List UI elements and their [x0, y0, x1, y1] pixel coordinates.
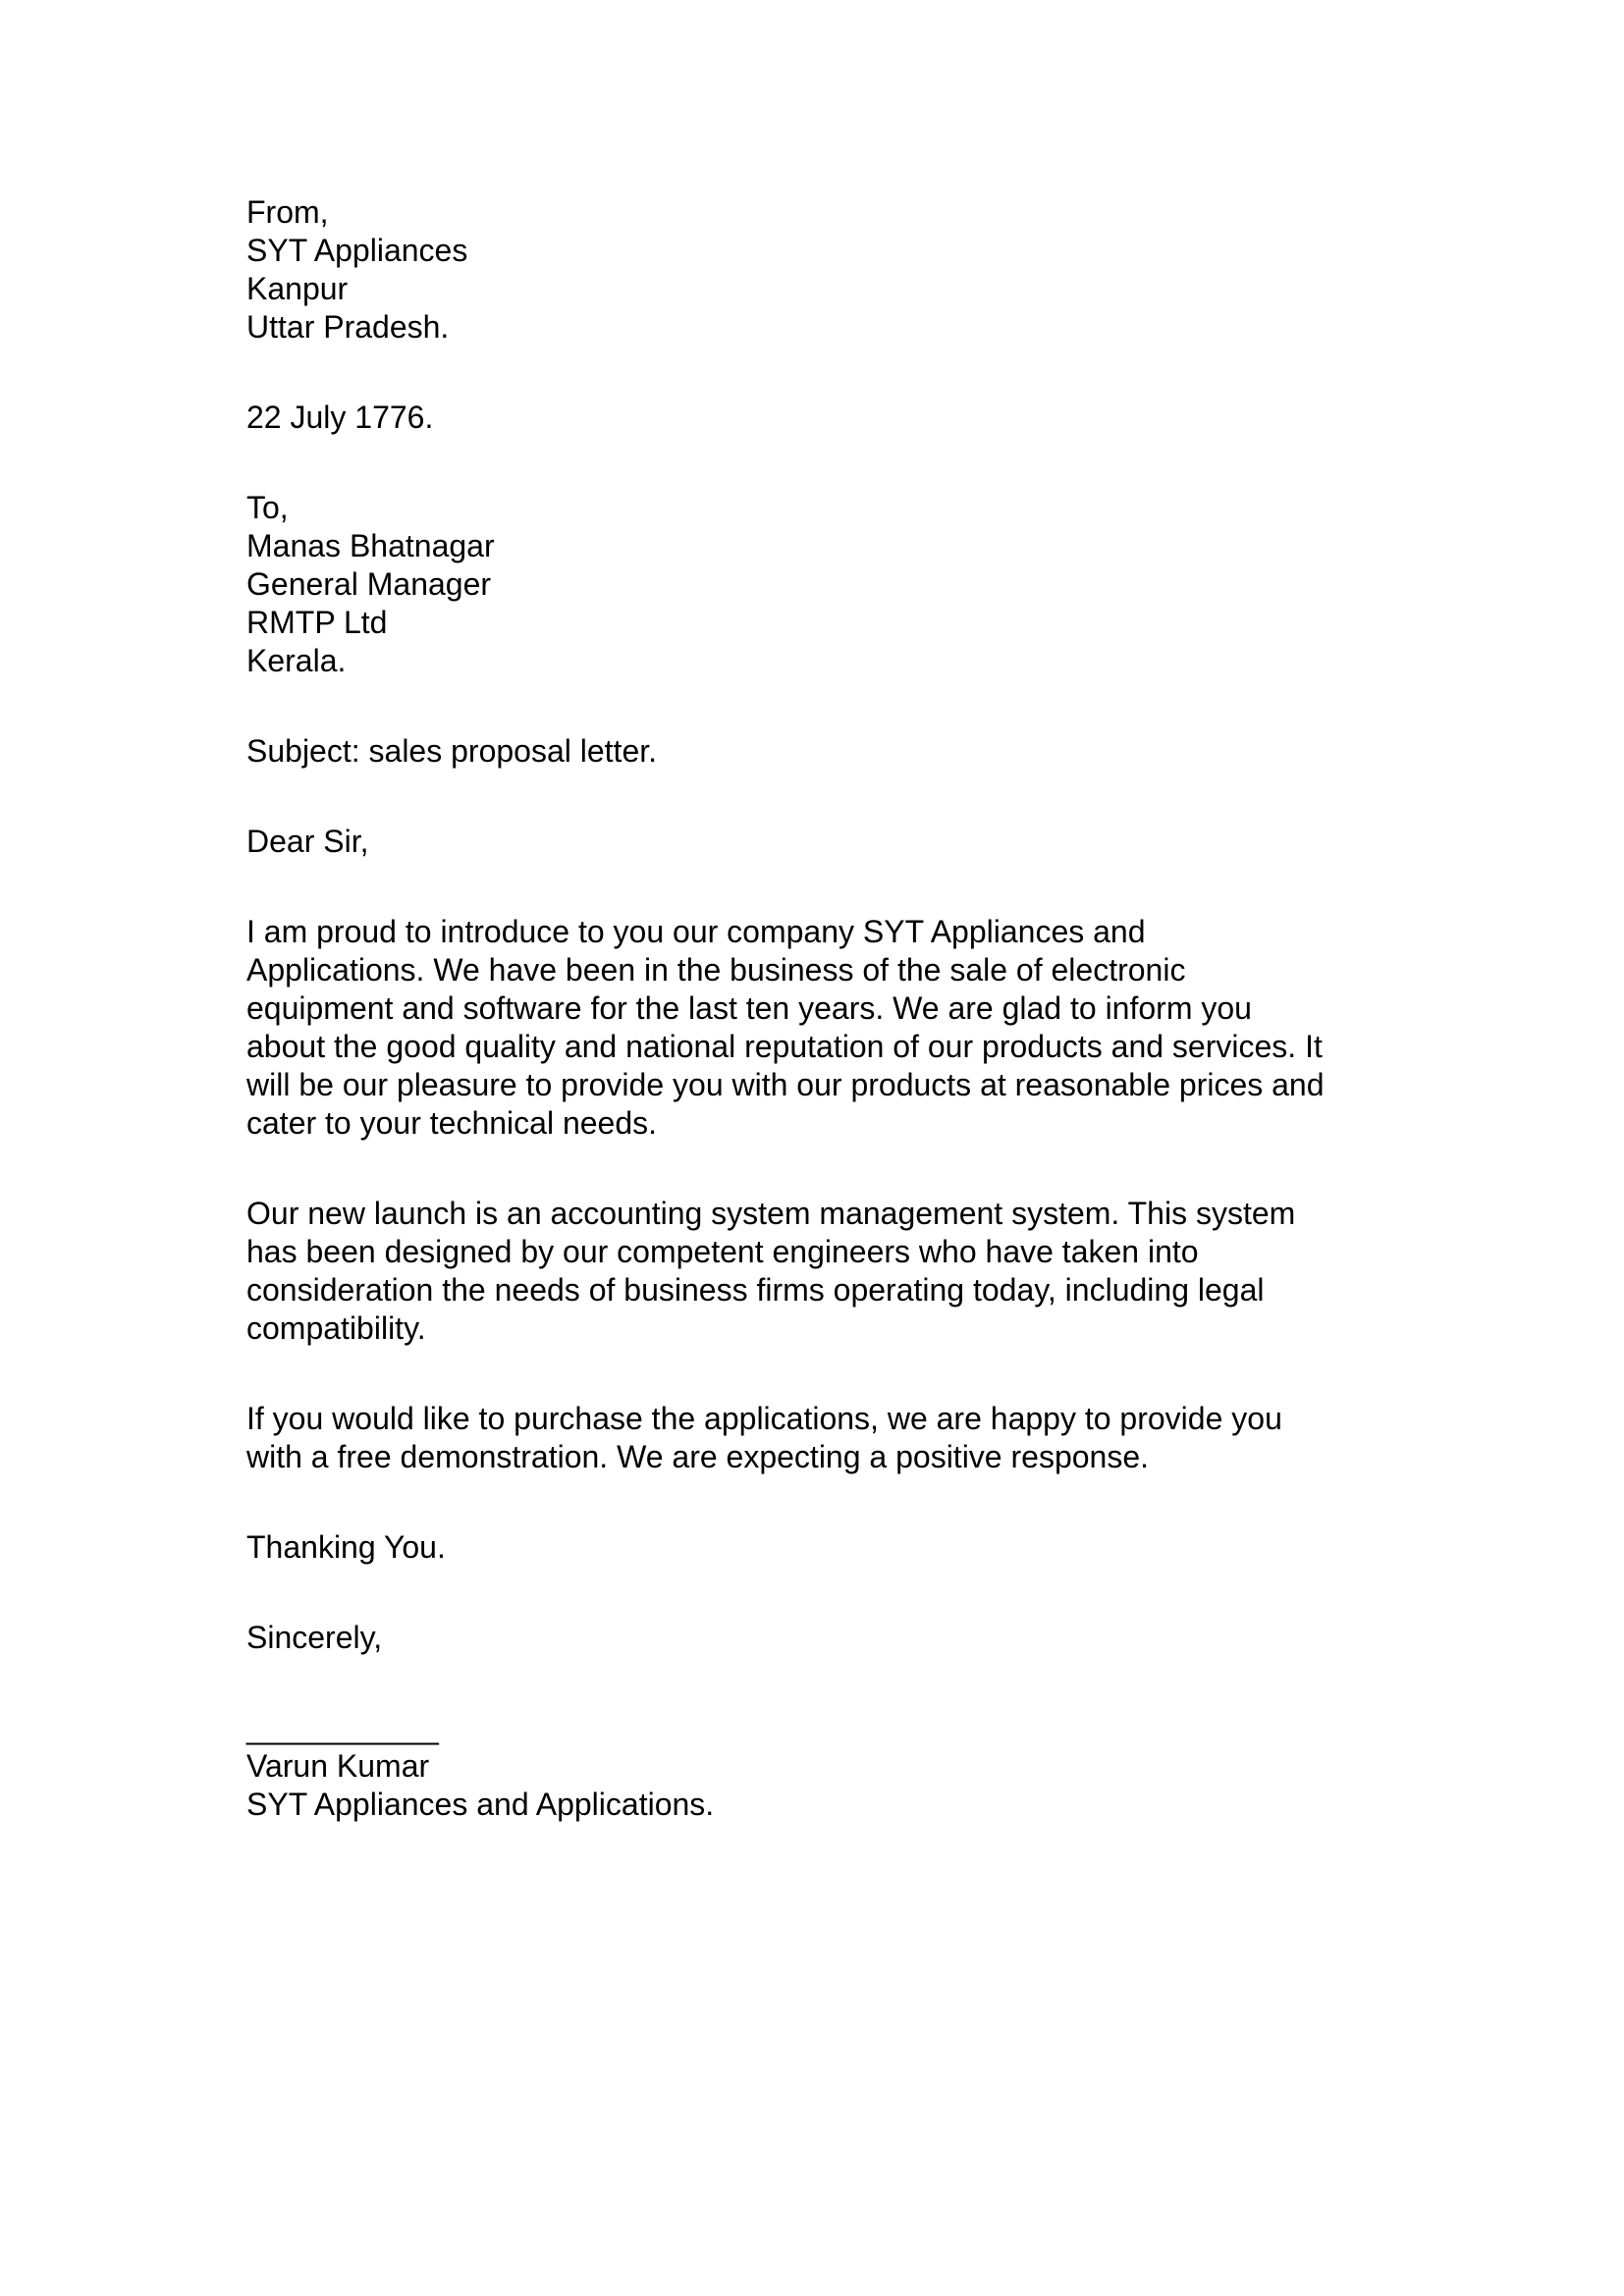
closing-block	[246, 1619, 1390, 1657]
recipient-name: Manas Bhatnagar	[246, 528, 495, 563]
signature-line: ___________	[246, 1710, 439, 1745]
sender-company: SYT Appliances	[246, 233, 468, 268]
paragraph-line: cater to your technical needs.	[246, 1105, 658, 1141]
letter-date: 22 July 1776.	[246, 400, 434, 435]
recipient-address	[246, 489, 1390, 680]
paragraph-2	[246, 1195, 1390, 1348]
paragraph-line: will be our pleasure to provide you with our products at reasonable prices and	[246, 1067, 1325, 1102]
sender-address	[246, 193, 1390, 347]
sender-salutation: From,	[246, 194, 329, 230]
paragraph-line: Applications. We have been in the business of the sale of electronic	[246, 952, 1186, 988]
paragraph-3	[246, 1400, 1390, 1476]
greeting: Dear Sir,	[246, 824, 369, 859]
closing-line: Sincerely,	[246, 1620, 383, 1655]
paragraph-line: equipment and software for the last ten years. We are glad to inform you	[246, 990, 1252, 1026]
greeting-block	[246, 823, 1390, 861]
recipient-state: Kerala.	[246, 643, 347, 678]
recipient-company: RMTP Ltd	[246, 605, 388, 640]
recipient-salutation: To,	[246, 490, 289, 525]
subject-block	[246, 732, 1390, 771]
sender-state: Uttar Pradesh.	[246, 309, 450, 345]
paragraph-1	[246, 913, 1390, 1143]
subject-line: Subject: sales proposal letter.	[246, 733, 658, 769]
paragraph-line: I am proud to introduce to you our company SYT Appliances and	[246, 914, 1146, 949]
paragraph-line: about the good quality and national reputation of our products and services. It	[246, 1029, 1323, 1064]
thanks-line: Thanking You.	[246, 1529, 446, 1565]
paragraph-line: has been designed by our competent engineers who have taken into	[246, 1234, 1199, 1269]
paragraph-line: with a free demonstration. We are expecting a positive response.	[246, 1439, 1150, 1474]
signer-name: Varun Kumar	[246, 1748, 430, 1784]
thanks-block	[246, 1528, 1390, 1567]
sender-city: Kanpur	[246, 271, 349, 306]
letter-body	[246, 193, 1390, 1824]
paragraph-line: Our new launch is an accounting system management system. This system	[246, 1196, 1296, 1231]
recipient-title: General Manager	[246, 566, 492, 602]
signer-company: SYT Appliances and Applications.	[246, 1787, 715, 1822]
paragraph-line: consideration the needs of business firms operating today, including legal	[246, 1272, 1265, 1308]
letter-date-block	[246, 399, 1390, 437]
paragraph-line: If you would like to purchase the applications, we are happy to provide you	[246, 1401, 1282, 1436]
signature-block	[246, 1709, 1390, 1824]
paragraph-line: compatibility.	[246, 1310, 426, 1346]
